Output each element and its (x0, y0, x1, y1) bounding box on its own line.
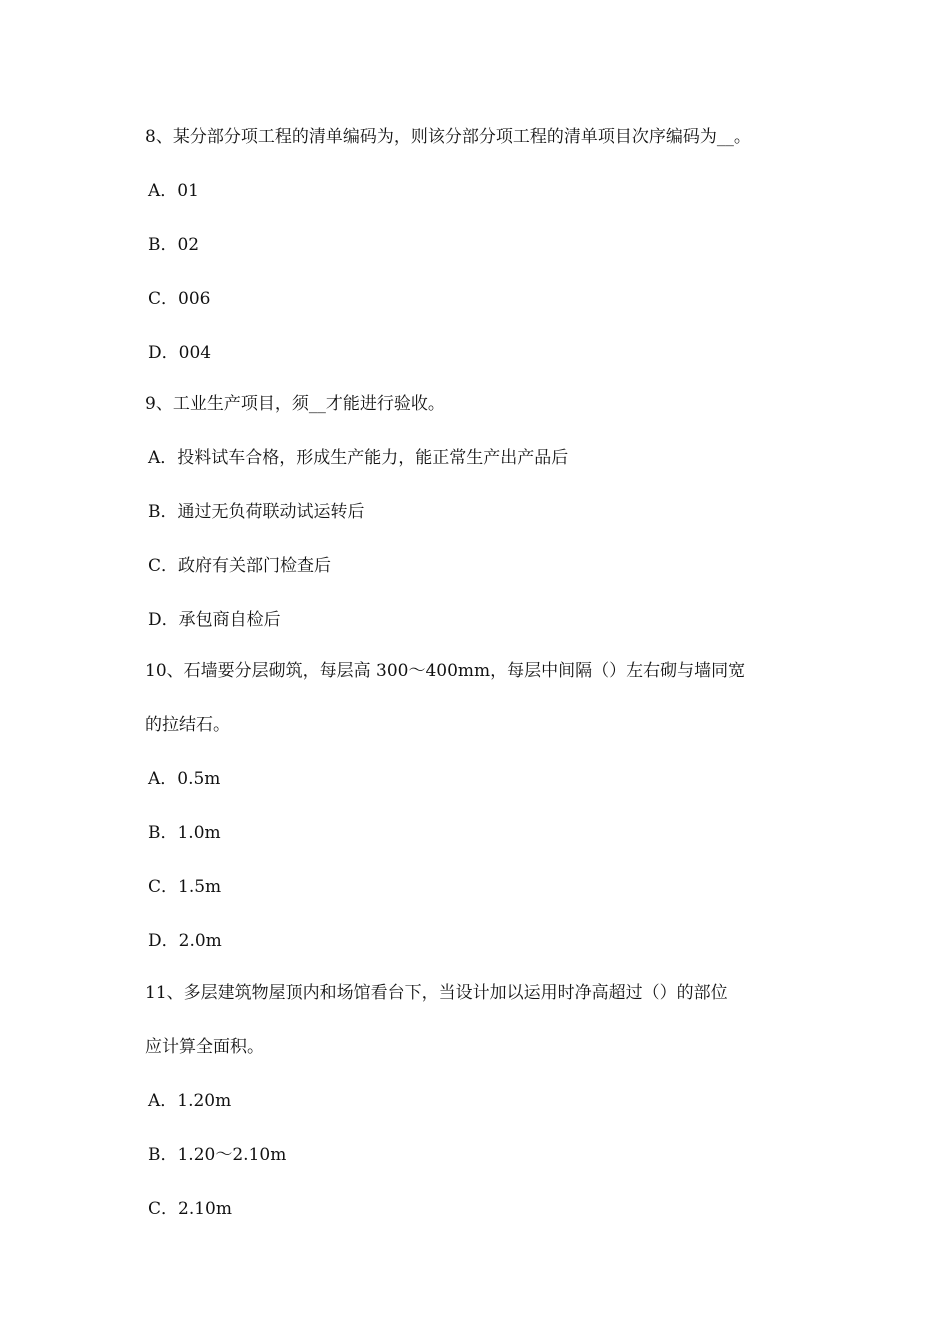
question-9-option-a: A．投料试车合格，形成生产能力，能正常生产出产品后 (148, 448, 569, 468)
question-8-text: 8、某分部分项工程的清单编码为，则该分部分项工程的清单项目次序编码为__。 (145, 127, 751, 147)
question-10-text-line-2: 的拉结石。 (145, 715, 230, 735)
question-9-option-c: C．政府有关部门检查后 (148, 556, 332, 576)
question-11-option-c: C．2.10m (148, 1199, 232, 1219)
question-8-option-d: D．004 (148, 343, 212, 363)
question-10-option-a: A．0.5m (148, 769, 221, 789)
question-10-text-line-1: 10、石墙要分层砌筑，每层高 300～400mm，每层中间隔（）左右砌与墙同宽 (145, 661, 746, 681)
question-11-text-line-1: 11、多层建筑物屋顶内和场馆看台下，当设计加以运用时净高超过（）的部位 (145, 983, 728, 1003)
question-8-option-a: A．01 (148, 181, 199, 201)
question-10-option-c: C．1.5m (148, 877, 222, 897)
question-9-option-d: D．承包商自检后 (148, 610, 281, 630)
question-9-text: 9、工业生产项目，须__才能进行验收。 (145, 394, 445, 414)
question-9-option-b: B．通过无负荷联动试运转后 (148, 502, 365, 522)
question-10-option-b: B．1.0m (148, 823, 221, 843)
question-11-option-a: A．1.20m (148, 1091, 232, 1111)
question-10-option-d: D．2.0m (148, 931, 222, 951)
question-8-option-b: B．02 (148, 235, 200, 255)
question-11-text-line-2: 应计算全面积。 (145, 1037, 264, 1057)
question-11-option-b: B．1.20～2.10m (148, 1145, 287, 1165)
question-8-option-c: C．006 (148, 289, 211, 309)
